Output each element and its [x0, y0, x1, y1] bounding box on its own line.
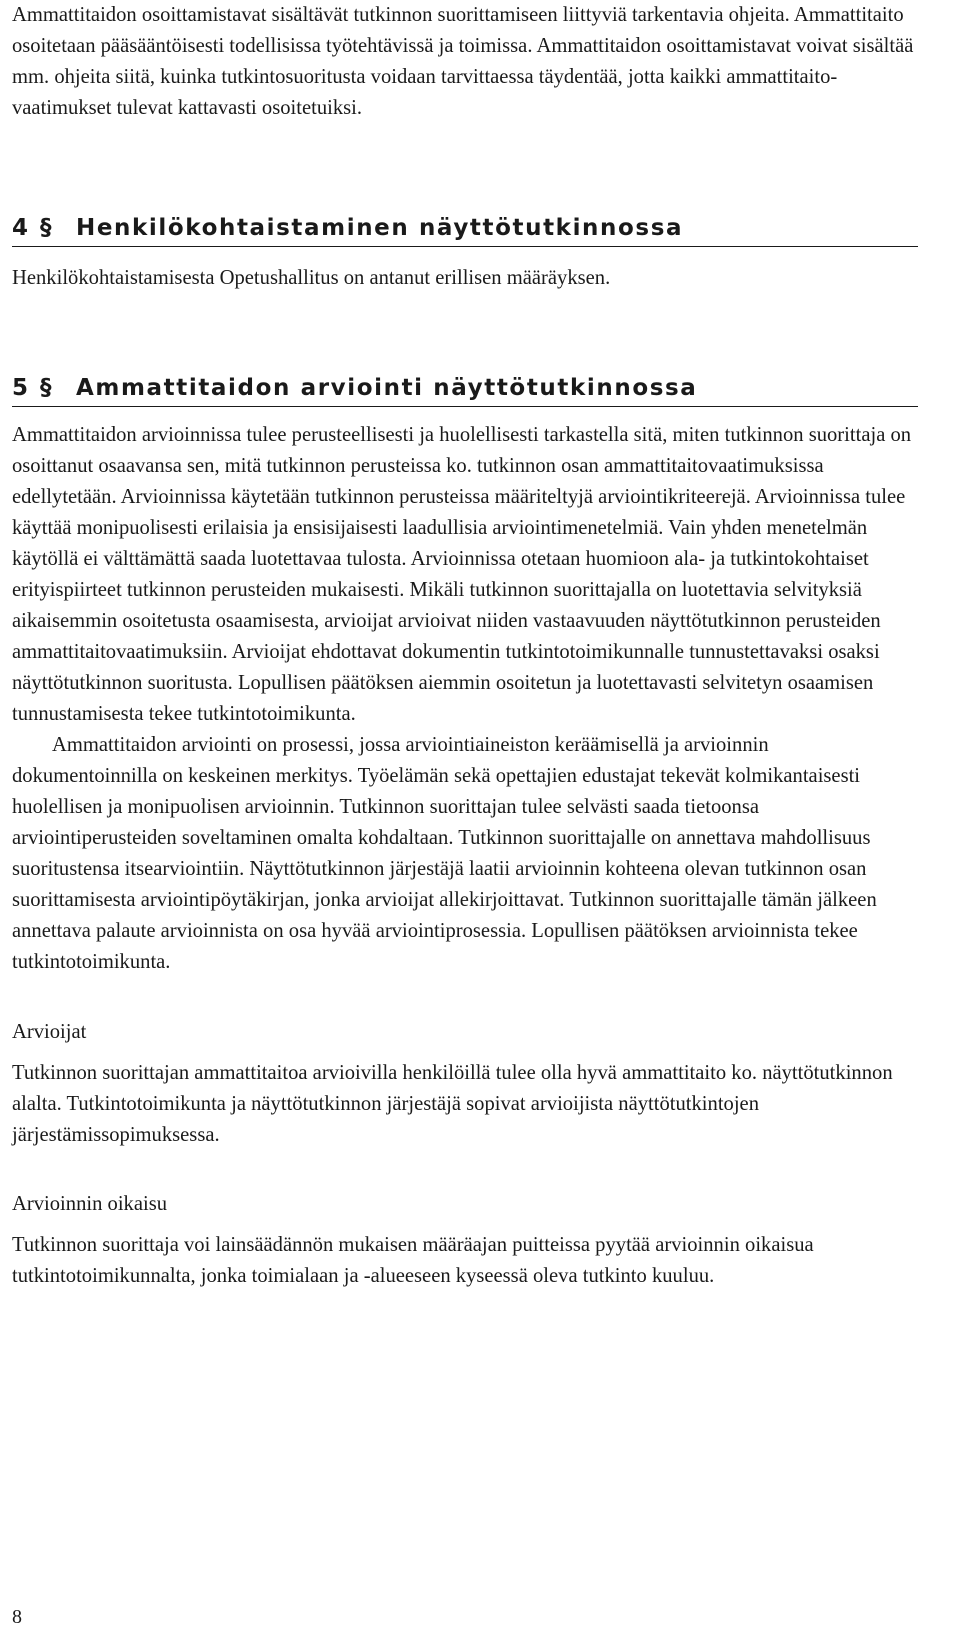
subsection-body: Tutkinnon suorittaja voi lainsäädännön mukaisen määräajan puitteissa pyytää arvioinnin oikaisua tutkintotoimikunnalta, jonka toimialaan ja -alueeseen kyseessä oleva tutkinto kuuluu. [12, 1234, 814, 1287]
section-title: Ammattitaidon arviointi näyttötutkinnossa [76, 375, 698, 401]
section-5 [12, 375, 918, 978]
section-symbol-icon: § [40, 215, 54, 241]
section-number: 5 [12, 375, 30, 401]
section-title: Henkilökohtaistaminen näyttötutkinnossa [76, 215, 684, 241]
section-4-body: Henkilökohtaistamisesta Opetushallitus on antanut erillisen määräyksen. [12, 267, 611, 289]
intro-paragraph: Ammattitaidon osoittamistavat sisältävät tutkinnon suorittamiseen liittyviä tarkentavia ohjeita. Ammattitaito osoitetaan pääsääntöisesti todellisissa työtehtävissä ja toimissa. Ammattitaidon osoittamistavat voivat sisältää mm. ohjeita siitä, kuinka tutkintosuoritusta voidaan tarvittaessa täydentää, jotta kaikki ammattitaitovaatimukset tulevat kattavasti osoitetuiksi. [12, 4, 914, 119]
subsection-body: Tutkinnon suorittajan ammattitaitoa arvioivilla henkilöillä tulee olla hyvä ammattitaito ko. näyttötutkinnon alalta. Tutkintotoimikunta ja näyttötutkinnon järjestäjä sopivat arvioijista näyttötutkintojen järjestämissopimuksessa. [12, 1062, 893, 1146]
subsection-title: Arvioinnin oikaisu [12, 1193, 168, 1215]
arvioinnin-oikaisu-subsection [12, 1189, 918, 1292]
document-page [12, 0, 918, 1292]
section-5-paragraph-1: Ammattitaidon arvioinnissa tulee perusteellisesti ja huolellisesti tarkastella sitä, miten tutkinnon suorittaja on osoittanut osaavansa sen, mitä tutkinnon perusteissa ko. tutkinnon osan ammattitaitovaatimuksissa edellytetään. Arvioinnissa käytetään tutkinnon perusteissa määriteltyjä arviointikriteerejä. Arvioinnissa tulee käyttää monipuolisesti erilaisia ja ensisijaisesti laadullisia arviointimenetelmiä. Vain yhden menetelmän käytöllä ei välttämättä saada luotettavaa tulosta. Arvioinnissa otetaan huomioon ala- ja tutkintokohtaiset erityispiirteet tutkinnon perusteiden mukaisesti. Mikäli tutkinnon suorittajalla on luotettavia selvityksiä aikaisemmin osoitetusta osaamisesta, arvioijat arvioivat niiden vastaavuuden näyttötutkinnon perusteiden ammattitaitovaatimuksiin. Arvioijat ehdottavat dokumentin tutkintotoimikunnalle tunnustettavaksi osaksi näyttötutkinnon suoritusta. Lopullisen päätöksen aiemmin osoitetun ja luotettavasti selvitetyn osaamisen tunnustamisesta tekee tutkintotoimikunta. [12, 424, 912, 725]
section-4-heading [12, 215, 918, 247]
subsection-title: Arvioijat [12, 1021, 87, 1043]
arvioijat-subsection [12, 1017, 918, 1151]
section-5-paragraph-2: Ammattitaidon arviointi on prosessi, jossa arviointiaineiston keräämisellä ja arvioinnin dokumentoinnilla on keskeinen merkitys. Työelämän sekä opettajien edustajat tekevät kolmikantaisesti huolellisen ja monipuolisen arvioinnin. Tutkinnon suorittajan tulee selvästi saada tietoonsa arviointiperusteiden soveltaminen omalta kohdaltaan. Tutkinnon suorittajalle on annettava mahdollisuus suoritustensa itsearviointiin. Näyttötutkinnon järjestäjä laatii arvioinnin kohteena olevan tutkinnon osan suorittamisesta arviointipöytäkirjan, jonka arvioijat allekirjoittavat. Tutkinnon suorittajalle tämän jälkeen annettava palaute arvioinnista on osa hyvää arviointiprosessia. Lopullisen päätöksen arvioinnista tekee tutkintotoimikunta. [12, 734, 877, 973]
section-4 [12, 215, 918, 294]
section-5-heading [12, 375, 918, 407]
section-number: 4 [12, 215, 30, 241]
page-number: 8 [12, 1606, 22, 1628]
section-symbol-icon: § [40, 375, 54, 401]
